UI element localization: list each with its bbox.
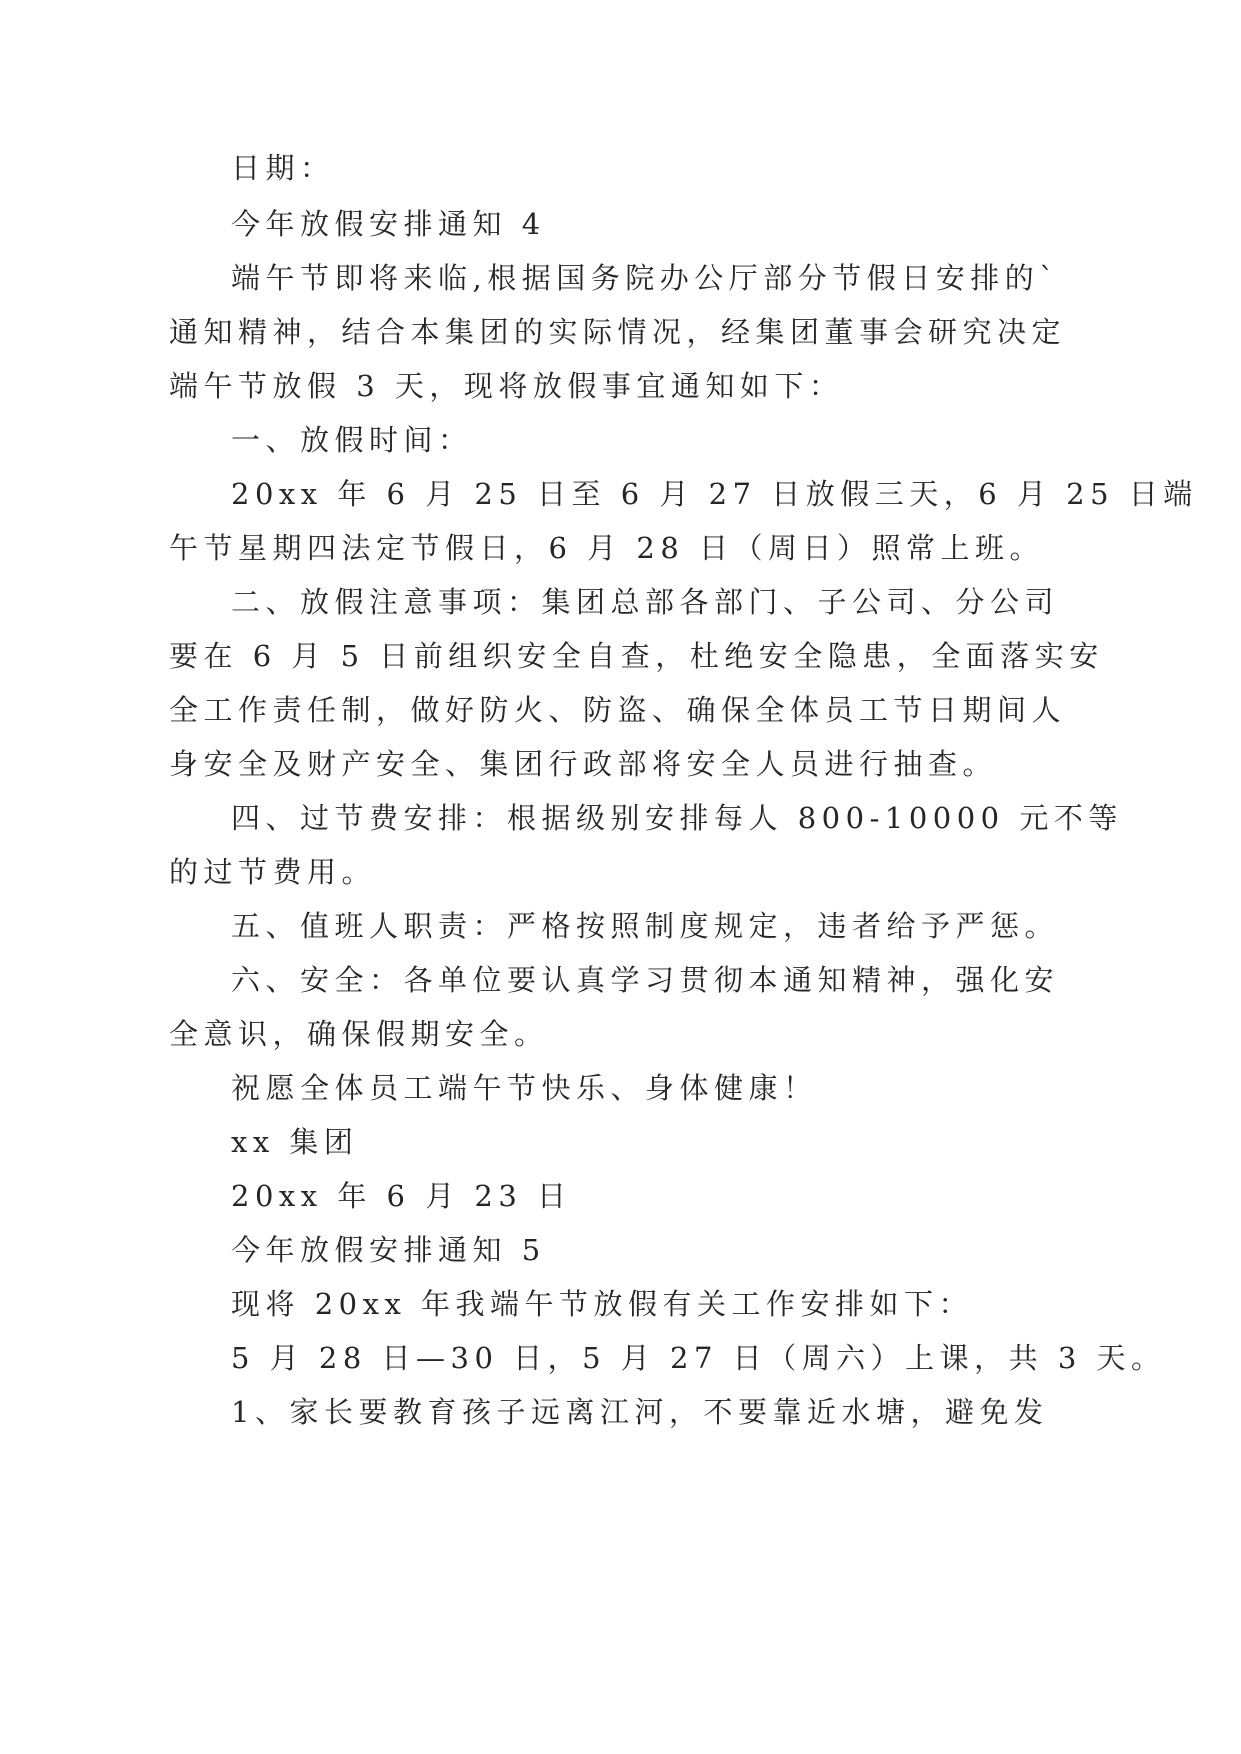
notice-5-title: 今年放假安排通知 5 <box>231 1233 546 1267</box>
intro-paragraph-line-2: 通知精神，结合本集团的实际情况，经集团董事会研究决定 <box>169 315 1067 349</box>
section-2-line-2: 要在 6 月 5 日前组织安全自查，杜绝安全隐患，全面落实安 <box>169 639 1104 673</box>
date-label: 日期： <box>231 151 335 185</box>
section-2-line-3: 全工作责任制，做好防火、防盗、确保全体员工节日期间人 <box>169 693 1067 727</box>
notice-5-dates: 5 月 28 日—30 日，5 月 27 日（周六）上课，共 3 天。 <box>231 1341 1166 1375</box>
notice-5-item-1: 1、家长要教育孩子远离江河，不要靠近水塘，避免发 <box>231 1395 1049 1429</box>
section-6-line-1: 六、安全：各单位要认真学习贯彻本通知精神，强化安 <box>231 963 1060 997</box>
section-6-line-2: 全意识，确保假期安全。 <box>169 1017 549 1051</box>
notice-5-intro: 现将 20xx 年我端午节放假有关工作安排如下： <box>231 1287 974 1321</box>
notice-4-title: 今年放假安排通知 4 <box>231 207 546 241</box>
section-5-line: 五、值班人职责：严格按照制度规定，违者给予严惩。 <box>231 909 1060 943</box>
section-2-line-1: 二、放假注意事项：集团总部各部门、子公司、分公司 <box>231 585 1060 619</box>
intro-paragraph-line-3: 端午节放假 3 天，现将放假事宜通知如下： <box>169 369 844 403</box>
closing-wish: 祝愿全体员工端午节快乐、身体健康！ <box>231 1071 818 1105</box>
signature-date: 20xx 年 6 月 23 日 <box>231 1179 572 1213</box>
section-1-heading: 一、放假时间： <box>231 423 473 457</box>
section-4-line-2: 的过节费用。 <box>169 855 377 889</box>
intro-paragraph-line-1: 端午节即将来临,根据国务院办公厅部分节假日安排的` <box>231 261 1060 295</box>
section-2-line-4: 身安全及财产安全、集团行政部将安全人员进行抽查。 <box>169 747 998 781</box>
signature-org: xx 集团 <box>231 1125 359 1159</box>
holiday-dates-line-2: 午节星期四法定节假日，6 月 28 日（周日）照常上班。 <box>169 531 1045 565</box>
section-4-line-1: 四、过节费安排：根据级别安排每人 800-10000 元不等 <box>231 801 1123 835</box>
holiday-dates-line-1: 20xx 年 6 月 25 日至 6 月 27 日放假三天，6 月 25 日端 <box>231 477 1198 511</box>
